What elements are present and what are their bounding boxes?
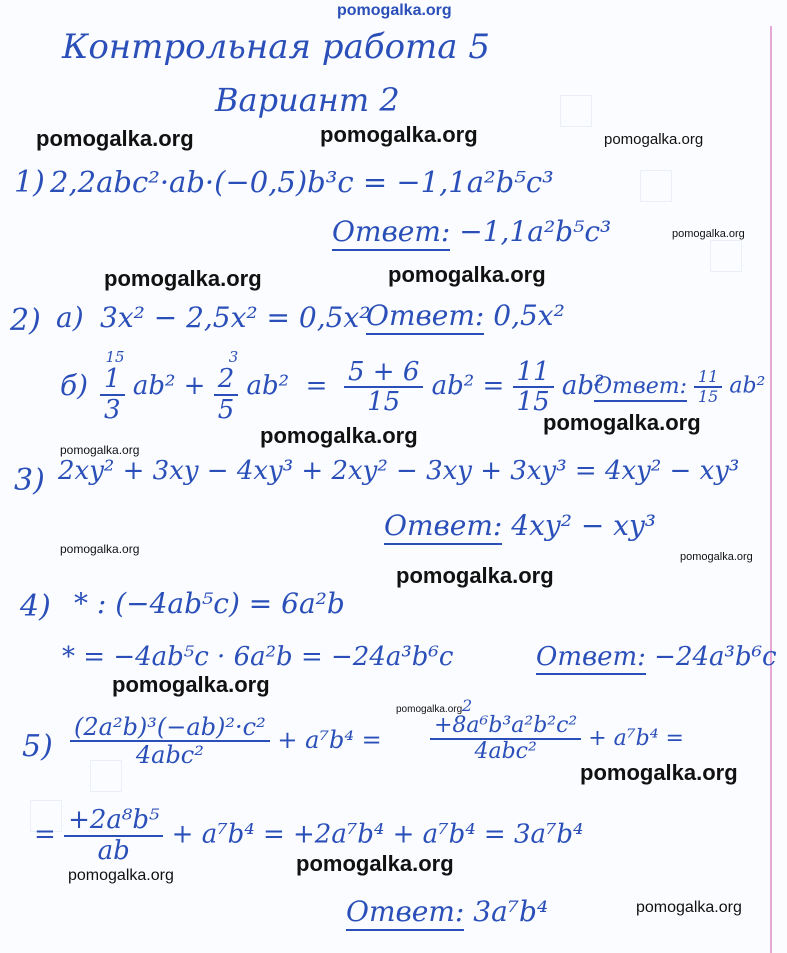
line-2-rest: + a⁷b⁴ = +2a⁷b⁴ + a⁷b⁴ = 3a⁷b⁴ — [171, 819, 584, 850]
watermark: pomogalka.org — [60, 542, 140, 556]
margin-line — [770, 26, 772, 953]
problem-5-line-1 — [70, 714, 382, 769]
problem-5-line-2 — [34, 806, 583, 865]
watermark: pomogalka.org — [104, 266, 262, 291]
fraction-numerator: +2a⁸b⁵ — [64, 806, 163, 837]
problem-1-answer-row — [332, 215, 612, 248]
watermark: pomogalka.org — [388, 262, 546, 287]
answer-label: Ответ: — [332, 215, 450, 251]
grid-cell — [560, 95, 592, 127]
plus-term: + a⁷b⁴ = — [588, 726, 684, 752]
plus-sign: + — [183, 371, 206, 402]
equals-sign: = — [297, 371, 336, 402]
fraction-numerator: 2 — [214, 365, 239, 396]
watermark: pomogalka.org — [396, 563, 554, 588]
problem-5-answer: 3a⁷b⁴ — [473, 895, 549, 928]
watermark: pomogalka.org — [396, 704, 463, 715]
fraction-denominator: 15 — [367, 387, 401, 418]
fraction — [64, 806, 163, 865]
fraction-denominator: 15 — [698, 386, 719, 406]
watermark-top: pomogalka.org — [337, 2, 452, 19]
watermark: pomogalka.org — [112, 672, 270, 697]
fraction-numerator: 11 — [694, 368, 722, 388]
watermark: pomogalka.org — [604, 131, 704, 148]
watermark: pomogalka.org — [260, 423, 418, 448]
watermark: pomogalka.org — [296, 851, 454, 876]
problem-1-expression: 2,2abc²·ab·(−0,5)b³c = −1,1a²b⁵c³ — [50, 165, 554, 199]
fraction-denominator: 15 — [516, 387, 550, 418]
problem-4-answer-row — [536, 644, 777, 670]
fraction — [430, 714, 581, 764]
fraction-numerator: 1 — [100, 365, 125, 396]
grid-cell — [710, 240, 742, 272]
problem-5-number: 5) — [22, 729, 53, 764]
watermark: pomogalka.org — [320, 122, 478, 147]
term: ab² — [246, 371, 290, 402]
term: ab² — [132, 371, 176, 402]
fraction-numerator: 11 — [513, 358, 554, 389]
problem-3-number: 3) — [14, 463, 45, 498]
multiplier: 15 — [105, 348, 125, 366]
problem-3-expression: 2xy² + 3xy − 4xy³ + 2xy² − 3xy + 3xy³ = 4xy² − xy³ — [58, 456, 740, 486]
problem-1-answer: −1,1a²b⁵c³ — [459, 215, 612, 248]
watermark: pomogalka.org — [580, 760, 738, 785]
problem-2a-label: а) — [56, 301, 84, 334]
problem-2-number: 2) — [10, 303, 41, 338]
problem-5-line-1b — [430, 714, 684, 764]
answer-label: Ответ: — [366, 299, 484, 335]
answer-label: Ответ: — [384, 509, 502, 545]
watermark: pomogalka.org — [672, 228, 745, 240]
problem-2a-answer-row — [366, 299, 565, 332]
equals-sign: = — [482, 371, 505, 402]
watermark: pomogalka.org — [680, 551, 753, 563]
fraction — [344, 358, 423, 417]
fraction — [214, 350, 239, 424]
watermark: pomogalka.org — [543, 410, 701, 435]
term: ab² — [561, 371, 605, 402]
fraction-denominator: 4abc² — [135, 741, 204, 770]
fraction — [100, 350, 125, 424]
multiplier: 3 — [228, 348, 239, 366]
problem-4-line-2: * = −4ab⁵c · 6a²b = −24a³b⁶c — [62, 642, 454, 672]
fraction-numerator: 5 + 6 — [344, 358, 423, 389]
fraction-denominator: 5 — [217, 394, 235, 425]
problem-2b-expression — [100, 350, 604, 424]
fraction — [694, 368, 722, 405]
grid-cell — [640, 170, 672, 202]
fraction — [513, 358, 554, 417]
answer-label: Ответ: — [536, 642, 646, 675]
fraction — [70, 714, 270, 769]
problem-4-answer: −24a³b⁶c — [654, 642, 777, 672]
watermark: pomogalka.org — [636, 899, 742, 916]
fraction-numerator: (2a²b)³(−ab)²·c² — [70, 714, 270, 742]
fraction-denominator: 4abc² — [474, 739, 537, 765]
term: ab² — [431, 371, 475, 402]
problem-1-number: 1) — [14, 165, 45, 200]
fraction-denominator: ab — [97, 835, 130, 866]
problem-3-answer: 4xy² − xy³ — [511, 509, 657, 542]
problem-2a-expression: 3x² − 2,5x² = 0,5x² — [100, 301, 371, 334]
problem-2b-answer-row — [594, 368, 765, 405]
problem-2b-label: б) — [60, 369, 89, 402]
problem-2b-answer: ab² — [729, 373, 766, 399]
plus-term: + a⁷b⁴ = — [277, 725, 382, 754]
page-title: Контрольная работа 5 — [62, 27, 491, 67]
problem-2a-answer: 0,5x² — [493, 299, 565, 332]
fraction-denominator: 3 — [104, 394, 121, 425]
problem-3-answer-row — [384, 509, 657, 542]
fraction-numerator: +8a⁶b³a²b²c² — [430, 714, 581, 740]
problem-4-line-1: * : (−4ab⁵c) = 6a²b — [74, 587, 345, 620]
watermark: pomogalka.org — [36, 126, 194, 151]
variant-title: Вариант 2 — [215, 81, 400, 119]
watermark: pomogalka.org — [60, 443, 140, 457]
watermark: pomogalka.org — [68, 867, 174, 884]
answer-label: Ответ: — [346, 895, 464, 931]
equals-sign: = — [34, 819, 56, 850]
problem-4-number: 4) — [20, 589, 51, 624]
answer-label: Ответ: — [594, 374, 687, 402]
exponent-note: 2 — [462, 696, 473, 715]
problem-5-answer-row — [346, 895, 549, 928]
